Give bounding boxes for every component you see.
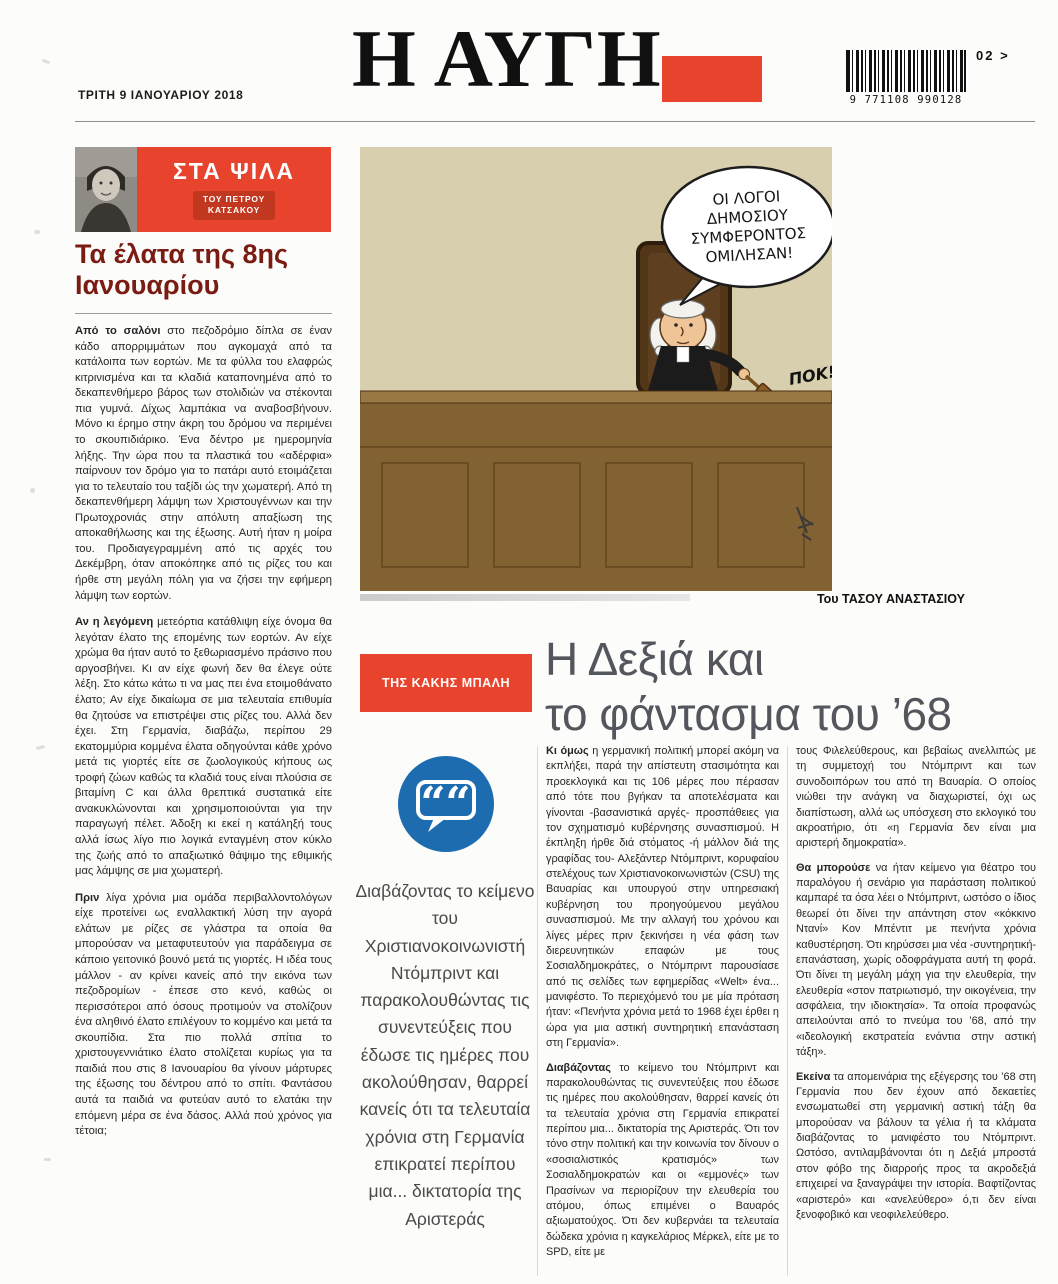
article-paragraph — [796, 744, 1036, 852]
svg-text:“: “ — [445, 778, 471, 829]
article-column-2 — [796, 744, 1036, 1284]
cartoon-bubble-line4: ΟΜΙΛΗΣΑΝ! — [705, 243, 794, 267]
left-article-paragraph — [75, 891, 332, 1140]
masthead-red-block — [662, 56, 762, 102]
paragraph-lead: Διαβάζοντας — [546, 1061, 611, 1074]
paragraph-lead: Από το σαλόνι — [75, 325, 161, 337]
left-article-paragraph — [75, 324, 332, 604]
paragraph-text: στο πεζοδρόμιο δίπλα σε έναν κάδο απορριμμάτων που αγκομαχά από τα κατάλοιπα των εορτών. Με τα φύλλα του ελαφρώς κιτρινισμένα και τα κλαδιά καταπονημένα από το δεκαπενθήμερο βάρος των στολιδιών να στέκονται πια γυμνά. Δίχως λαμπάκια να αναβοσβήνουν. Μόνο κι έρημο στην άκρη του δρόμου να περιμένει το σκουπιδιάρικο. Ένα δέντρο με ημερομηνία λήξης. Την ώρα που τα πλαστικά του «αδέρφια» παίρνουν τον δρόμο για το πατάρι αυτό ετοιμάζεται για το τελευταίο του ταξίδι ώς την χωματερή. Από τη δεκαπενθήμερη λάμψη των Χριστουγέννων και την Πρωτοχρονιάς στην απόλυτη απαξίωση της αποκαθήλωσης και της έξωσης. Αυτή ήταν η μοίρα του. Προδιαγεγραμμένη από τις αρχές του Δεκέμβρη, όταν αποκόπηκε από τις ρίζες του και ήρθε στη μεγάλη πόλη για να ζήσει την εφήμερη λάμψη των εορτών. — [75, 325, 332, 602]
article-paragraph — [546, 1061, 779, 1261]
sta-psila-box — [137, 147, 331, 232]
cartoon-graphic — [360, 147, 832, 591]
pull-quote: Διαβάζοντας το κείμενο του Χριστιανοκοινωνιστή Ντόμπριντ και παρακολουθώντας τις συνεντεύξεις που έδωσε τις ημέρες που ακολούθησαν, θαρρεί κανείς ότι τα τελευταία χρόνια στη Γερμανία επικρατεί περίπου μια... δικτατορία της Αριστεράς — [355, 881, 535, 1229]
article-headline — [545, 632, 1037, 742]
scan-artifact — [34, 230, 40, 234]
columnist-photo — [75, 147, 137, 232]
header-divider — [75, 121, 1035, 122]
column-rule — [537, 746, 538, 1276]
sta-psila-byline — [193, 191, 275, 220]
left-article-body — [75, 324, 332, 1276]
paragraph-lead: Εκείνα — [796, 1070, 831, 1083]
scan-artifact — [42, 59, 51, 65]
cartoon-sfx: ΠΟΚ! — [787, 362, 832, 389]
sta-psila-title: ΣΤΑ ΨΙΛΑ — [172, 158, 296, 184]
paragraph-lead: Κι όμως — [546, 745, 589, 757]
left-article-title: Τα έλατα της 8ης Ιανουαρίου — [75, 239, 289, 301]
paragraph-lead: Πριν — [75, 891, 100, 904]
paragraph-text: να ήταν κείμενο για θέατρο του παραλόγου ή σενάριο για παράσταση πολιτικού καμπαρέ τα όσα λέει ο Ντόμπριντ, ωστόσο ο ίδιος θεωρεί ότι δίνει την απάντηση στον «κόκκινο Ντανί» Κον Μπέντιτ με πενήντα χρόνια καθυστέρηση. Ότι κηρύσσει μια νέα -συντηρητική- επανάσταση, χωρίς οδοφράγματα αυτή τη φορά. Ότι δίνει τη μεγάλη μάχη για την ελευθερία, την ελευθερία «στον πατριωτισμό, την οικογένεια, την ασφάλεια, την ιδιοκτησία». Τα οποία προφανώς απειλούνται από το πνεύμα του ’68, από την «ιδεολογική εκστρατεία ενάντια στην αστική τάξη». — [796, 861, 1036, 1059]
left-title-divider — [75, 313, 332, 314]
paragraph-text: τους Φιλελεύθερους, και βεβαίως ανελλιπώς με τη συμμετοχή του Ντόμπριντ και των συνοδοιπόρων του από τη Βαυαρία. Ο οποίος νιώθει την ανάγκη να διαχωριστεί, όχι ως διαπίστωση, αλλά ως υπόσχεση στο εκλογικό του ακροατήριο, ότι «η Γερμανία δεν είναι μια αριστερή δημοκρατία». — [796, 745, 1036, 850]
paragraph-text: λίγα χρόνια μια ομάδα περιβαλλοντολόγων είχε προτείνει ως εναλλακτική λύση την αγορά ελάτων με ρίζες σε γλάστρα τα οποία θα μπορούσαν να μεταφυτευτούν για παράδειγμα σε κάποιο γειτονικό βουνό μετά τις γιορτές. Η ιδέα τους μάλλον - αν κρίνει κανείς από την εικόνα των πεζοδρομίων - έπεσε στο κενό, καθώς οι περισσότεροι από όσους προτιμούν να στολίζουν ένα αληθινό έλατο επιλέγουν το κομμένο και μετά τα σκουπίδια. Στα πιο πολλά σπίτια το χριστουγεννιάτικο έλατο στολίζεται κυρίως για τα παιδιά που στις 8 Ιανουαρίου θα γίνουν μάρτυρες της έξωσης του δέντρου από το σπίτι. Φαντάσου αυτά τα παιδιά να φυτεύαν αυτό το ελατάκι την επόμενη μέρα σε ένα δάσος. Αλλά πού χρόνος για τέτοια; — [75, 891, 332, 1138]
sta-psila-byline-line2: ΚΑΤΣΑΚΟΥ — [207, 205, 261, 216]
scan-artifact — [44, 1158, 51, 1161]
headline-line1: Η Δεξιά και — [545, 633, 764, 685]
quote-icon-graphic — [398, 756, 494, 852]
scan-artifact — [36, 745, 45, 750]
paragraph-lead: Αν η λεγόμενη — [75, 616, 154, 629]
paragraph-text: τα απομεινάρια της εξέγερσης του ’68 στη Γερμανία που δεν έχουν από δεκαετίες ενσωματωθεί στη γερμανική αστική τάξη θα μπορούσαν να βάλουν τα γέλια ή τα κλάματα διαβάζοντας το μανιφέστο του Ντόμπριντ. Ωστόσο, αντιλαμβάνονται ότι η Δεξιά μπροστά στον φόβο της διαρροής προς τα ακροδεξιά επιχειρεί να ξαναγράψει την ιστορία. Βαφτίζοντας «αριστερό» και «ανελεύθερο» ό,τι δεν είναι ξενοφοβικό και νεοφιλελεύθερο. — [796, 1070, 1036, 1221]
cartoon-bubble-line1: ΟΙ ΛΟΓΟΙ — [712, 187, 781, 209]
barcode-number: 9 771108 990128 — [849, 94, 963, 106]
column-rule — [787, 746, 788, 1276]
sta-psila-byline-line1: ΤΟΥ ΠΕΤΡΟΥ — [202, 194, 266, 204]
article-paragraph — [796, 1070, 1036, 1224]
article-column-1 — [546, 744, 779, 1284]
barcode — [846, 50, 966, 106]
left-article-paragraph — [75, 615, 332, 880]
barcode-bars — [846, 50, 966, 92]
cartoon-credit: Του ΤΑΣΟΥ ΑΝΑΣΤΑΣΙΟΥ — [816, 592, 965, 606]
paragraph-text: μετεόρτια κατάθλιψη είχε όνομα θα λεγόταν έλατο της επομένης των εορτών. Αν είχε χρώμα θα ήταν αυτό το ξεθωριασμένο πράσινο που αργοσβήνει. Κι αν είχε φωνή δεν θα έλεγε ούτε λέξη. Στο κάτω κάτω τι να μας πει ένα ετοιμοθάνατο έλατο; Αν είχε δικαίωμα σε μια τελευταία επιθυμία θα ζητούσε να επιστρέψει στις ρίζες του. Αλλά δεν έχει. Στη Γερμανία, διαβάζω, περίπου 29 εκατομμύρια κομμένα έλατα οδηγούνται κάθε χρόνο μετά τις γιορτές είτε σε ζωολογικούς κήπους ως τροφή ζώων καθώς τα κλαδιά τους είναι πλούσια σε βιταμίνη C και άλλα θρεπτικά συστατικά είτε ανακυκλώνονται και χρησιμοποιούνται για την παραγωγή πέλετ. Άδοξη κι εκεί η κατάληξή τους αλλά ίσως λίγο πιο λογικά ενταγμένη στον κύκλο της ζωής από το απαξιωτικό θάψιμο της εθιμικής μας λάμψης σε μια χωματερή. — [75, 616, 332, 878]
article-byline-box: ΤΗΣ ΚΑΚΗΣ ΜΠΑΛΗ — [360, 654, 532, 712]
svg-text:“: “ — [420, 778, 446, 829]
paragraph-text: η γερμανική πολιτική μπορεί ακόμη να εκπλήξει, παρά την απίστευτη στασιμότητα και προεκλογικά και τις 106 μέρες που πέρασαν από τότε που βγήκαν τα αποτελέσματα και γίνονται -βασανιστικά αργές- προσπάθειες για τον σχηματισμό κυβέρνησης συνασπισμού. Η έκπληξη ήρθε διά στόματος -ή μάλλον διά της γραφίδας του- Αλεξάντερ Ντόμπριντ, κορυφαίου στελέχους των Χριστιανοκοινωνιστών (CSU) της Βαυαρίας και υπουργού στην υπηρεσιακή κυβέρνηση του προηγούμενου μεγάλου συνασπισμού. Με την αλλαγή του χρόνου και λίγες μέρες πριν ξεκινήσει η νέα φάση των διερευνητικών επαφών με τους Σοσιαλδημοκράτες, ο Ντόμπριντ παρουσίασε από τις σελίδες των εφημερίδας «Welt» ένα... μανιφέστο. Το περιεχόμενό του με μία πρόταση ήταν: «Πενήντα χρόνια μετά το 1968 έχει έρθει η ώρα για μια αστική συντηρητική επανάσταση στη Γερμανία». — [546, 745, 779, 1050]
issue-date: ΤΡΙΤΗ 9 ΙΑΝΟΥΑΡΙΟΥ 2018 — [78, 88, 244, 102]
article-paragraph — [546, 744, 779, 1052]
masthead-title: Η ΑΥΓΗ — [352, 13, 662, 104]
columnist-photo-graphic — [75, 147, 137, 232]
article-paragraph — [796, 861, 1036, 1061]
quote-icon — [398, 756, 494, 852]
paragraph-text: το κείμενο του Ντόμπριντ και παρακολουθώντας τις συνεντεύξεις που έδωσε τις ημέρες που ακολούθησαν, θαρρεί κανείς ότι τα τελευταία χρόνια στη Γερμανία επικρατεί περίπου μια... δικτατορία της Αριστεράς. Ότι τον τόνο στην πολιτική και την κοινωνία τον δίνουν ο «σοσιαλιστικός κρατισμός» των Σοσιαλδημοκρατών και οι «εμμονές» των Πρασίνων να περιορίζουν την ελευθερία του ατόμου, όπως επιμένει ο Βαυαρός αξιωματούχος. Ότι δεν κυβερνάει τα τελευταία δώδεκα χρόνια η καγκελάριος Μέρκελ, είτε με το SPD, είτε με — [546, 1061, 779, 1258]
issue-number: 02 > — [976, 48, 1010, 63]
cartoon-bubble-line2: ΔΗΜΟΣΙΟΥ — [706, 205, 789, 229]
headline-line2: το φάντασμα του ’68 — [545, 688, 952, 741]
editorial-cartoon — [360, 147, 832, 591]
scan-artifact — [30, 488, 35, 493]
paragraph-lead: Θα μπορούσε — [796, 861, 871, 874]
cartoon-bubble-line3: ΣΥΜΦΕΡΟΝΤΟΣ — [690, 223, 807, 248]
